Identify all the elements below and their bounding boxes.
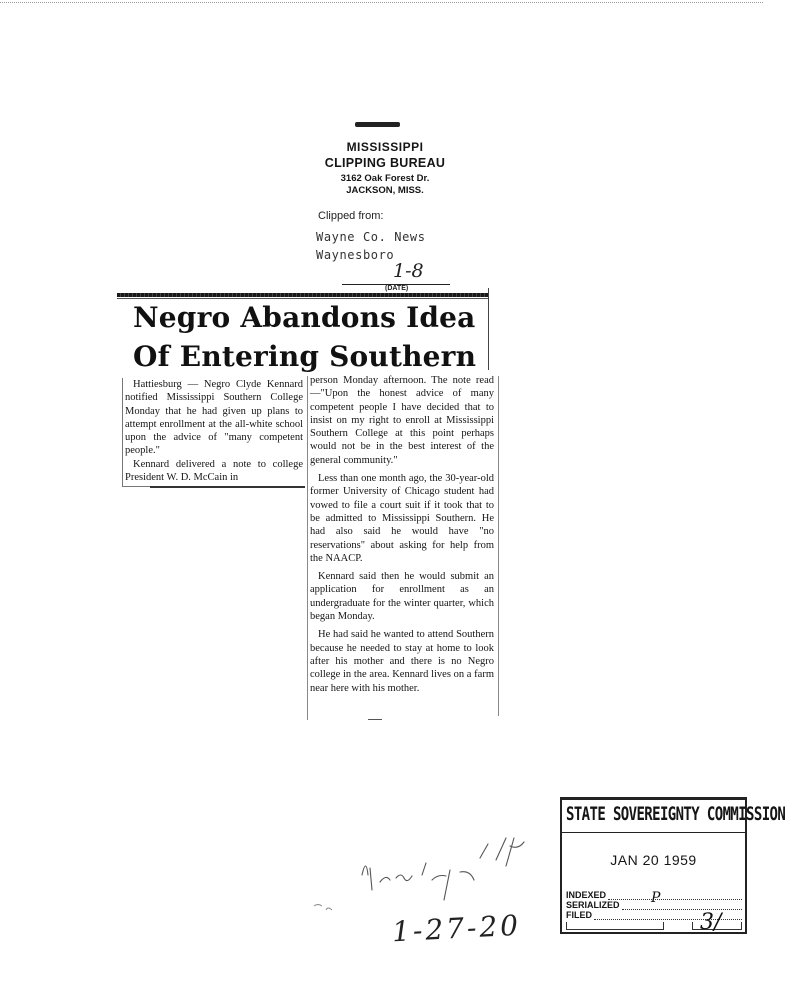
source-paper: Wayne Co. News [316,230,426,244]
page-top-edge [0,2,763,3]
clipping-top-rule [117,293,489,297]
article-end-mark [368,719,382,720]
filed-label: FILED [566,910,592,920]
date-label: (DATE) [385,285,409,292]
stamp-divider [562,832,745,833]
article-paragraph: He had said he wanted to attend Southern because he needed to stay at home to look after his mother and there is no Negro college in the area. Kennard lives on a farm near here with his mother. [310,629,494,694]
article-headline [133,298,493,376]
article-paragraph: Kennard delivered a note to college President W. D. McCain in [125,458,303,484]
filed-handwritten-mark: 3/ [700,910,722,935]
left-column-rule [150,486,305,488]
article-paragraph: person Monday afternoon. The note read—"Upon the honest advice of many competent people I have decided that to insist on my right to enroll at Mississippi Southern College at this point perhaps would not be in the best interest of the general community." [310,375,494,466]
field-dots [608,891,742,900]
bureau-name: CLIPPING BUREAU [324,156,446,170]
right-column-edge-left [307,376,308,720]
source-city: Waynesboro [316,248,395,262]
article-paragraph: Kennard said then he would submit an application for enrollment as an undergraduate for the winter quarter, which began Monday. [310,571,494,623]
article-right-column [310,374,494,695]
dash-mark [355,122,400,127]
stamp-title: STATE SOVEREIGNTY COMMISSION [566,804,785,826]
bureau-state: MISSISSIPPI [346,140,424,154]
left-column-edge [122,378,123,486]
article-left-column [125,378,303,484]
handwritten-clip-date: 1-8 [393,260,424,282]
headline-line-1: Negro Abandons Idea [133,301,476,334]
article-paragraph: Less than one month ago, the 30-year-old former University of Chicago student had vowed to file a court suit if it took that to be admitted to Mississippi Southern. He had also said he would have "no reservations" about asking for help from the NAACP. [310,473,494,564]
clipped-from-label: Clipped from: [318,210,384,222]
right-column-edge-right [498,376,499,716]
serialized-handwritten-mark: P [651,890,661,906]
clipping-source [316,228,426,264]
headline-line-2: Of Entering Southern [133,340,477,373]
handwritten-file-number: 1-27-20 [391,908,522,949]
stamp-box [566,922,664,930]
bureau-address: 3162 Oak Forest Dr. [340,173,430,184]
stamp-date: JAN 20 1959 [610,852,697,868]
clipping-bureau-header [300,140,470,196]
field-dots [622,901,742,910]
article-paragraph: Hattiesburg — Negro Clyde Kennard notified Mississippi Southern College Monday that he had given up plans to attempt enrollment at the all-white school upon the advice of "many competent people." [125,379,303,457]
signature-scribble [310,820,550,920]
serialized-label: SERIALIZED [566,900,620,910]
indexed-label: INDEXED [566,890,607,900]
bureau-city: JACKSON, MISS. [346,185,424,196]
